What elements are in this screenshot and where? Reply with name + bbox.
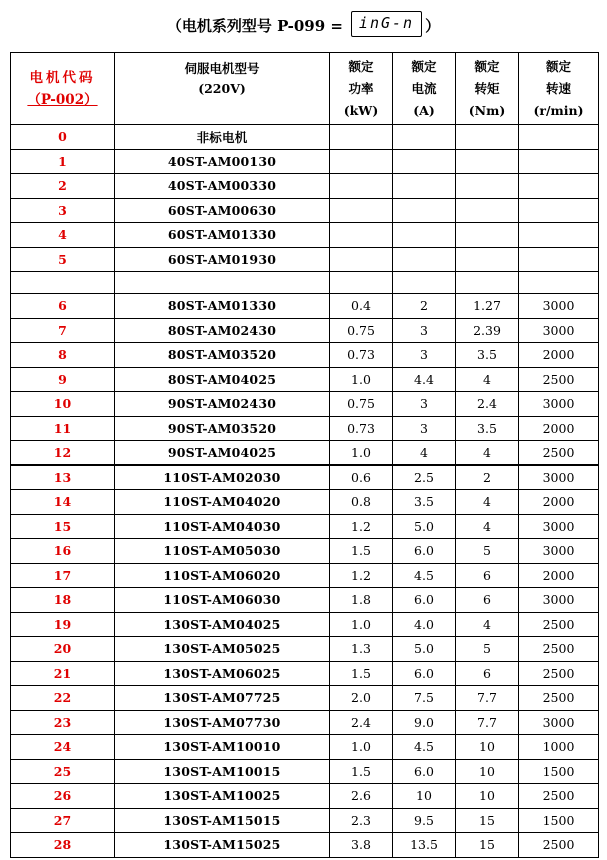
rated-current-cell: 13.5 bbox=[393, 833, 456, 858]
rated-current-cell: 4.0 bbox=[393, 612, 456, 637]
servo-model-cell: 130ST-AM07725 bbox=[115, 686, 330, 711]
rated-torque-cell: 6 bbox=[456, 563, 519, 588]
rated-power-cell: 2.6 bbox=[330, 784, 393, 809]
table-row bbox=[11, 416, 599, 441]
rated-speed-cell: 3000 bbox=[519, 465, 599, 490]
rated-torque-cell bbox=[456, 174, 519, 199]
motor-code-cell: 4 bbox=[11, 223, 115, 248]
rated-power-cell: 1.8 bbox=[330, 588, 393, 613]
table-row bbox=[11, 198, 599, 223]
rated-torque-cell: 3.5 bbox=[456, 343, 519, 368]
rated-speed-cell: 1000 bbox=[519, 735, 599, 760]
rated-torque-cell: 10 bbox=[456, 784, 519, 809]
table-row bbox=[11, 149, 599, 174]
rated-torque-header-line2: 转矩 bbox=[474, 80, 500, 96]
table-row bbox=[11, 318, 599, 343]
rated-speed-cell: 3000 bbox=[519, 318, 599, 343]
servo-model-cell: 130ST-AM15015 bbox=[115, 808, 330, 833]
rated-current-cell: 2.5 bbox=[393, 465, 456, 490]
column-header-rated-speed bbox=[519, 53, 599, 125]
rated-power-cell bbox=[330, 272, 393, 294]
table-row bbox=[11, 784, 599, 809]
column-header-rated-power bbox=[330, 53, 393, 125]
rated-power-cell: 1.0 bbox=[330, 612, 393, 637]
rated-speed-cell bbox=[519, 149, 599, 174]
rated-speed-cell: 2500 bbox=[519, 686, 599, 711]
motor-code-cell: 20 bbox=[11, 637, 115, 662]
table-row bbox=[11, 343, 599, 368]
rated-torque-header-line3: (Nm) bbox=[468, 102, 506, 118]
rated-torque-cell bbox=[456, 125, 519, 150]
motor-code-cell: 7 bbox=[11, 318, 115, 343]
rated-speed-cell bbox=[519, 223, 599, 248]
motor-code-cell: 25 bbox=[11, 759, 115, 784]
rated-power-cell: 0.75 bbox=[330, 318, 393, 343]
rated-power-cell bbox=[330, 149, 393, 174]
servo-model-cell: 80ST-AM01330 bbox=[115, 294, 330, 319]
table-row bbox=[11, 808, 599, 833]
rated-current-header-line1: 额定 bbox=[411, 58, 437, 74]
rated-power-cell: 1.0 bbox=[330, 735, 393, 760]
servo-model-cell: 80ST-AM03520 bbox=[115, 343, 330, 368]
rated-current-cell: 3 bbox=[393, 416, 456, 441]
rated-speed-cell: 3000 bbox=[519, 710, 599, 735]
motor-table-body bbox=[11, 125, 599, 858]
servo-model-cell: 40ST-AM00330 bbox=[115, 174, 330, 199]
table-row bbox=[11, 637, 599, 662]
rated-current-cell: 7.5 bbox=[393, 686, 456, 711]
rated-power-cell: 1.0 bbox=[330, 441, 393, 466]
table-row bbox=[11, 833, 599, 858]
rated-torque-cell: 4 bbox=[456, 514, 519, 539]
rated-power-cell: 1.2 bbox=[330, 514, 393, 539]
table-row bbox=[11, 392, 599, 417]
servo-model-cell: 130ST-AM10015 bbox=[115, 759, 330, 784]
table-row bbox=[11, 441, 599, 466]
motor-code-cell: 5 bbox=[11, 247, 115, 272]
motor-code-cell: 0 bbox=[11, 125, 115, 150]
rated-torque-cell: 4 bbox=[456, 612, 519, 637]
rated-speed-cell: 3000 bbox=[519, 514, 599, 539]
rated-speed-cell: 1500 bbox=[519, 808, 599, 833]
rated-torque-cell: 1.27 bbox=[456, 294, 519, 319]
rated-speed-cell: 2500 bbox=[519, 784, 599, 809]
rated-speed-cell: 1500 bbox=[519, 759, 599, 784]
rated-speed-cell: 2500 bbox=[519, 637, 599, 662]
rated-power-cell: 0.73 bbox=[330, 416, 393, 441]
servo-model-cell: 90ST-AM02430 bbox=[115, 392, 330, 417]
column-header-rated-torque bbox=[456, 53, 519, 125]
table-row bbox=[11, 686, 599, 711]
table-row bbox=[11, 490, 599, 515]
rated-power-header-line3: (kW) bbox=[343, 102, 379, 118]
rated-speed-cell bbox=[519, 272, 599, 294]
rated-current-cell: 6.0 bbox=[393, 759, 456, 784]
motor-code-cell: 8 bbox=[11, 343, 115, 368]
motor-code-cell: 9 bbox=[11, 367, 115, 392]
motor-code-cell: 10 bbox=[11, 392, 115, 417]
rated-current-cell: 5.0 bbox=[393, 637, 456, 662]
motor-code-cell: 6 bbox=[11, 294, 115, 319]
rated-speed-cell: 2500 bbox=[519, 612, 599, 637]
table-row bbox=[11, 272, 599, 294]
motor-code-cell: 23 bbox=[11, 710, 115, 735]
servo-model-header-line1: 伺服电机型号 bbox=[184, 60, 260, 76]
rated-torque-cell: 10 bbox=[456, 735, 519, 760]
rated-current-cell: 9.0 bbox=[393, 710, 456, 735]
motor-code-table bbox=[10, 52, 599, 858]
rated-speed-cell: 2000 bbox=[519, 563, 599, 588]
lcd-display-value: inG-n bbox=[351, 11, 422, 37]
rated-current-header-line2: 电流 bbox=[411, 80, 437, 96]
rated-speed-cell: 3000 bbox=[519, 588, 599, 613]
column-header-rated-current bbox=[393, 53, 456, 125]
table-row bbox=[11, 465, 599, 490]
rated-power-cell bbox=[330, 223, 393, 248]
rated-speed-cell: 3000 bbox=[519, 392, 599, 417]
rated-speed-cell: 2500 bbox=[519, 661, 599, 686]
rated-speed-cell: 3000 bbox=[519, 294, 599, 319]
table-row bbox=[11, 612, 599, 637]
rated-power-cell: 0.4 bbox=[330, 294, 393, 319]
servo-model-cell: 130ST-AM06025 bbox=[115, 661, 330, 686]
servo-model-cell: 110ST-AM06020 bbox=[115, 563, 330, 588]
rated-current-cell: 6.0 bbox=[393, 588, 456, 613]
table-row bbox=[11, 223, 599, 248]
motor-code-cell: 2 bbox=[11, 174, 115, 199]
column-header-motor-code bbox=[11, 53, 115, 125]
motor-code-header-line1: 电机代码 bbox=[29, 69, 96, 86]
table-row bbox=[11, 563, 599, 588]
rated-current-cell: 4.5 bbox=[393, 563, 456, 588]
rated-power-cell bbox=[330, 198, 393, 223]
rated-power-cell: 0.6 bbox=[330, 465, 393, 490]
table-row bbox=[11, 759, 599, 784]
motor-code-cell: 18 bbox=[11, 588, 115, 613]
rated-speed-cell bbox=[519, 198, 599, 223]
rated-current-cell bbox=[393, 223, 456, 248]
rated-speed-cell: 2500 bbox=[519, 833, 599, 858]
motor-code-cell: 13 bbox=[11, 465, 115, 490]
servo-model-cell: 110ST-AM06030 bbox=[115, 588, 330, 613]
rated-power-cell: 1.3 bbox=[330, 637, 393, 662]
motor-code-cell: 11 bbox=[11, 416, 115, 441]
rated-speed-cell bbox=[519, 247, 599, 272]
rated-torque-cell: 10 bbox=[456, 759, 519, 784]
rated-speed-cell: 3000 bbox=[519, 539, 599, 564]
motor-code-cell: 21 bbox=[11, 661, 115, 686]
rated-power-cell: 3.8 bbox=[330, 833, 393, 858]
rated-speed-cell: 2000 bbox=[519, 416, 599, 441]
rated-current-cell: 5.0 bbox=[393, 514, 456, 539]
rated-torque-cell bbox=[456, 223, 519, 248]
rated-current-cell: 3.5 bbox=[393, 490, 456, 515]
heading-close-paren: ） bbox=[425, 16, 441, 35]
rated-current-cell: 4.4 bbox=[393, 367, 456, 392]
rated-torque-header-line1: 额定 bbox=[474, 58, 500, 74]
servo-model-cell: 110ST-AM02030 bbox=[115, 465, 330, 490]
motor-code-cell: 1 bbox=[11, 149, 115, 174]
rated-power-header-line2: 功率 bbox=[348, 80, 374, 96]
rated-power-header-line1: 额定 bbox=[348, 58, 374, 74]
table-row bbox=[11, 735, 599, 760]
rated-power-cell bbox=[330, 125, 393, 150]
rated-power-cell: 2.3 bbox=[330, 808, 393, 833]
rated-current-cell: 3 bbox=[393, 343, 456, 368]
rated-power-cell bbox=[330, 247, 393, 272]
rated-torque-cell: 4 bbox=[456, 490, 519, 515]
rated-torque-cell bbox=[456, 149, 519, 174]
rated-current-cell: 10 bbox=[393, 784, 456, 809]
rated-torque-cell: 6 bbox=[456, 588, 519, 613]
rated-power-cell: 0.73 bbox=[330, 343, 393, 368]
servo-model-cell: 60ST-AM01930 bbox=[115, 247, 330, 272]
servo-model-cell: 110ST-AM04020 bbox=[115, 490, 330, 515]
servo-model-cell: 非标电机 bbox=[115, 125, 330, 150]
table-row bbox=[11, 539, 599, 564]
table-row bbox=[11, 125, 599, 150]
rated-torque-cell: 15 bbox=[456, 833, 519, 858]
rated-torque-cell bbox=[456, 198, 519, 223]
servo-model-cell: 130ST-AM05025 bbox=[115, 637, 330, 662]
servo-model-cell: 110ST-AM05030 bbox=[115, 539, 330, 564]
motor-code-cell: 19 bbox=[11, 612, 115, 637]
servo-model-cell: 90ST-AM03520 bbox=[115, 416, 330, 441]
rated-power-cell: 1.5 bbox=[330, 661, 393, 686]
servo-model-cell: 130ST-AM15025 bbox=[115, 833, 330, 858]
rated-current-cell: 9.5 bbox=[393, 808, 456, 833]
rated-speed-header-line1: 额定 bbox=[545, 58, 571, 74]
rated-current-cell: 4 bbox=[393, 441, 456, 466]
rated-speed-cell: 2500 bbox=[519, 441, 599, 466]
table-row bbox=[11, 174, 599, 199]
rated-power-cell: 1.5 bbox=[330, 539, 393, 564]
column-header-servo-model bbox=[115, 53, 330, 125]
table-row bbox=[11, 247, 599, 272]
rated-speed-cell bbox=[519, 125, 599, 150]
rated-current-cell: 2 bbox=[393, 294, 456, 319]
motor-code-cell: 28 bbox=[11, 833, 115, 858]
rated-torque-cell bbox=[456, 247, 519, 272]
rated-power-cell: 0.8 bbox=[330, 490, 393, 515]
motor-code-cell: 14 bbox=[11, 490, 115, 515]
servo-model-cell: 130ST-AM07730 bbox=[115, 710, 330, 735]
rated-current-cell bbox=[393, 198, 456, 223]
rated-current-cell bbox=[393, 174, 456, 199]
servo-model-cell: 130ST-AM10025 bbox=[115, 784, 330, 809]
rated-power-cell: 1.5 bbox=[330, 759, 393, 784]
rated-power-cell: 2.4 bbox=[330, 710, 393, 735]
rated-torque-cell: 5 bbox=[456, 637, 519, 662]
series-model-label: （电机系列型号 P-099 = bbox=[166, 16, 343, 35]
servo-model-cell: 60ST-AM01330 bbox=[115, 223, 330, 248]
motor-code-cell: 3 bbox=[11, 198, 115, 223]
rated-torque-cell bbox=[456, 272, 519, 294]
rated-speed-header-line3: (r/min) bbox=[533, 102, 584, 118]
rated-speed-cell bbox=[519, 174, 599, 199]
rated-current-header-line3: (A) bbox=[413, 102, 435, 118]
servo-model-cell: 40ST-AM00130 bbox=[115, 149, 330, 174]
rated-torque-cell: 15 bbox=[456, 808, 519, 833]
rated-torque-cell: 2.4 bbox=[456, 392, 519, 417]
table-row bbox=[11, 367, 599, 392]
rated-current-cell bbox=[393, 272, 456, 294]
table-row bbox=[11, 514, 599, 539]
motor-code-cell: 17 bbox=[11, 563, 115, 588]
motor-code-cell: 27 bbox=[11, 808, 115, 833]
motor-code-cell: 22 bbox=[11, 686, 115, 711]
rated-speed-cell: 2000 bbox=[519, 343, 599, 368]
rated-current-cell bbox=[393, 125, 456, 150]
rated-power-cell: 1.0 bbox=[330, 367, 393, 392]
rated-current-cell: 3 bbox=[393, 318, 456, 343]
table-row bbox=[11, 710, 599, 735]
servo-model-cell: 90ST-AM04025 bbox=[115, 441, 330, 466]
rated-power-cell: 0.75 bbox=[330, 392, 393, 417]
motor-code-cell: 24 bbox=[11, 735, 115, 760]
motor-code-cell: 12 bbox=[11, 441, 115, 466]
servo-model-cell: 110ST-AM04030 bbox=[115, 514, 330, 539]
rated-torque-cell: 6 bbox=[456, 661, 519, 686]
table-row bbox=[11, 588, 599, 613]
rated-current-cell bbox=[393, 149, 456, 174]
rated-speed-cell: 2500 bbox=[519, 367, 599, 392]
rated-torque-cell: 5 bbox=[456, 539, 519, 564]
rated-speed-cell: 2000 bbox=[519, 490, 599, 515]
rated-power-cell bbox=[330, 174, 393, 199]
rated-torque-cell: 2 bbox=[456, 465, 519, 490]
motor-code-header-line2: （P-002） bbox=[27, 91, 98, 108]
rated-current-cell bbox=[393, 247, 456, 272]
rated-current-cell: 6.0 bbox=[393, 539, 456, 564]
page-heading bbox=[0, 0, 607, 48]
rated-speed-header-line2: 转速 bbox=[545, 80, 571, 96]
rated-torque-cell: 3.5 bbox=[456, 416, 519, 441]
servo-model-header-line2: (220V) bbox=[198, 80, 246, 96]
rated-current-cell: 6.0 bbox=[393, 661, 456, 686]
motor-code-cell: 15 bbox=[11, 514, 115, 539]
table-row bbox=[11, 661, 599, 686]
motor-code-cell: 16 bbox=[11, 539, 115, 564]
rated-torque-cell: 4 bbox=[456, 367, 519, 392]
motor-code-cell bbox=[11, 272, 115, 294]
servo-model-cell: 130ST-AM04025 bbox=[115, 612, 330, 637]
rated-torque-cell: 7.7 bbox=[456, 710, 519, 735]
rated-power-cell: 1.2 bbox=[330, 563, 393, 588]
servo-model-cell: 80ST-AM04025 bbox=[115, 367, 330, 392]
table-row bbox=[11, 294, 599, 319]
motor-code-cell: 26 bbox=[11, 784, 115, 809]
rated-current-cell: 3 bbox=[393, 392, 456, 417]
servo-model-cell: 80ST-AM02430 bbox=[115, 318, 330, 343]
rated-current-cell: 4.5 bbox=[393, 735, 456, 760]
rated-torque-cell: 7.7 bbox=[456, 686, 519, 711]
rated-power-cell: 2.0 bbox=[330, 686, 393, 711]
rated-torque-cell: 2.39 bbox=[456, 318, 519, 343]
servo-model-cell bbox=[115, 272, 330, 294]
rated-torque-cell: 4 bbox=[456, 441, 519, 466]
servo-model-cell: 130ST-AM10010 bbox=[115, 735, 330, 760]
servo-model-cell: 60ST-AM00630 bbox=[115, 198, 330, 223]
